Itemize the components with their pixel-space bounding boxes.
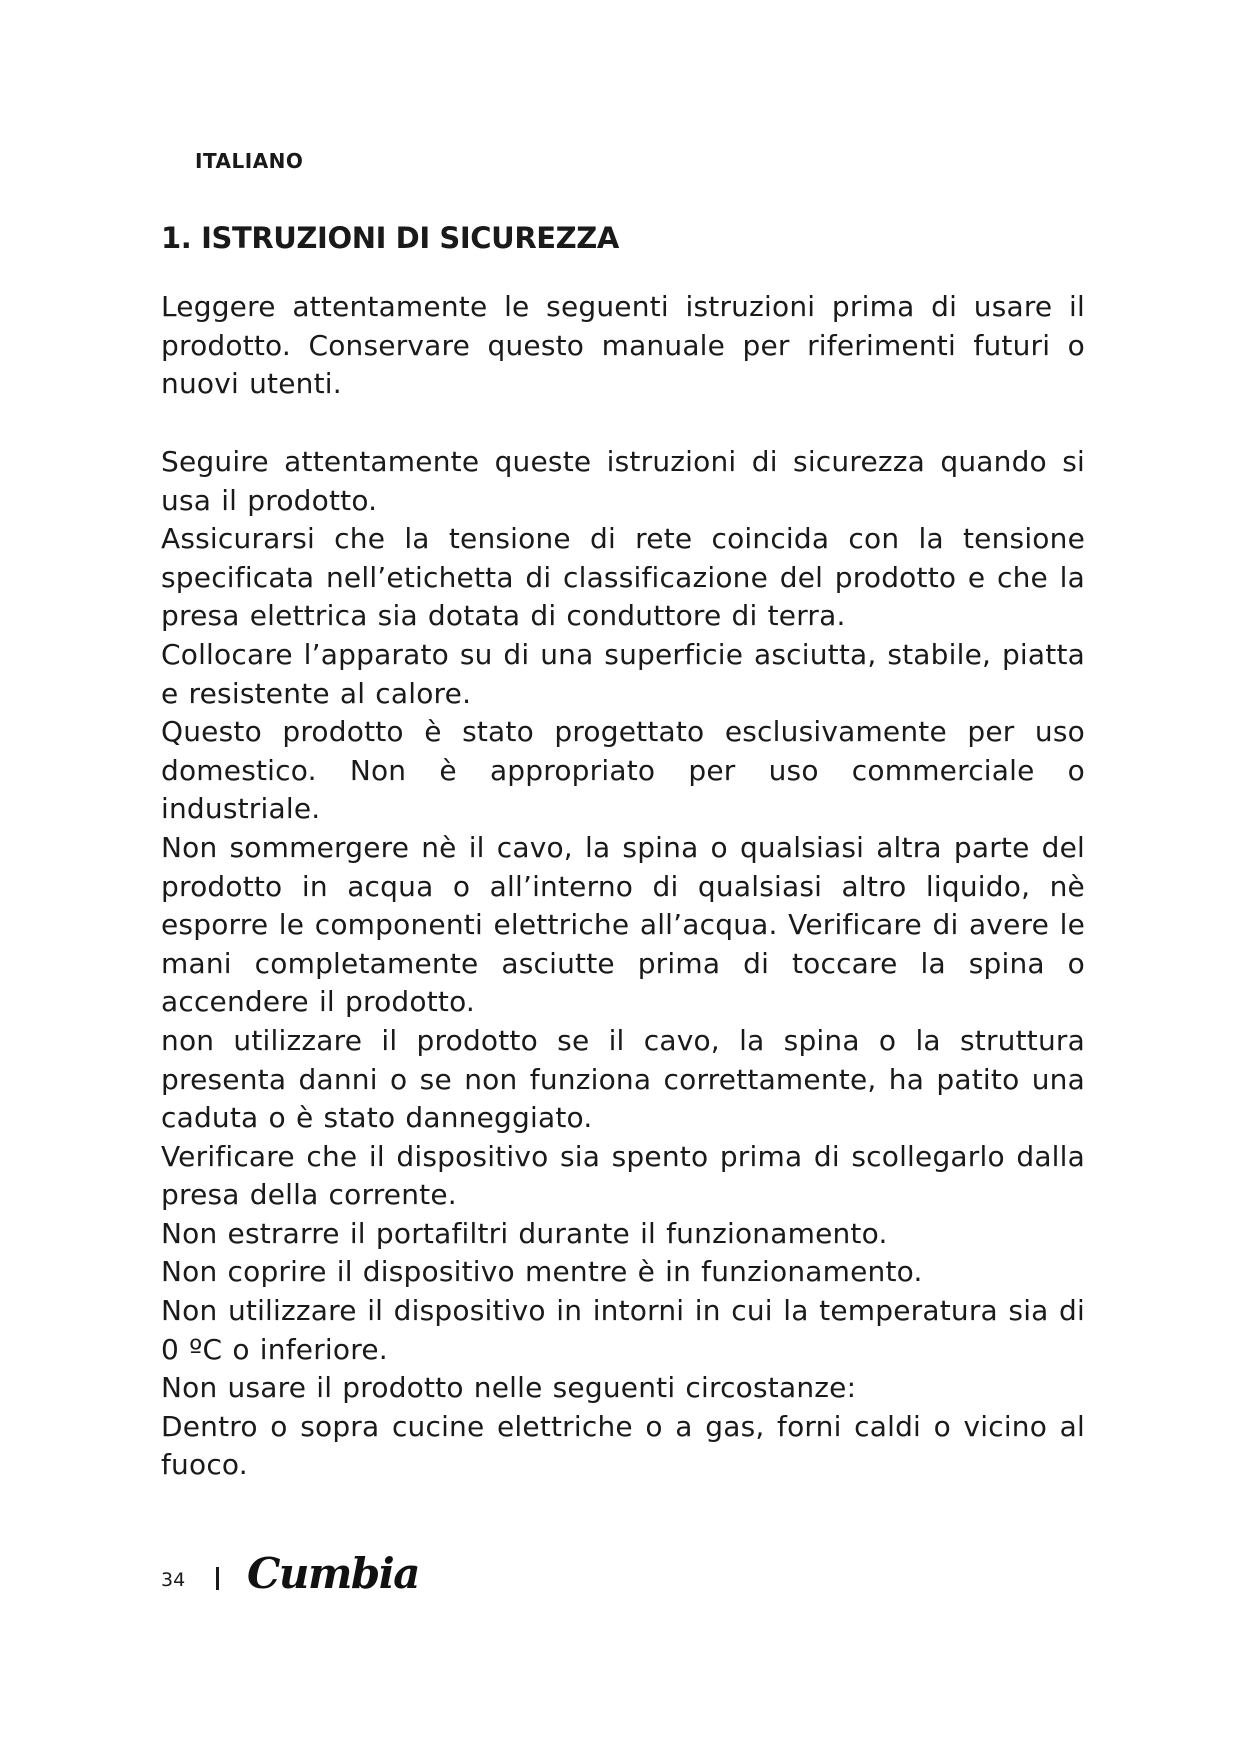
footer-separator [216, 1567, 219, 1590]
instruction-item: Non sommergere nè il cavo, la spina o qualsiasi altra parte del prodotto in acqua o all’interno di qualsiasi altro liquido, nè esporre le componenti elettriche all’acqua. Verificare di avere le mani completamente asciutte prima di toccare la spina o accendere il prodotto. [161, 830, 1085, 1019]
instruction-item: Collocare l’apparato su di una superficie asciutta, stabile, piatta e resistente al calore. [161, 637, 1085, 710]
brand-logo: Cumbia [247, 1549, 419, 1598]
intro-paragraph-block [161, 288, 1085, 404]
section-title: 1. ISTRUZIONI DI SICUREZZA [161, 221, 619, 255]
instruction-item: Non coprire il dispositivo mentre è in funzionamento. [161, 1255, 923, 1289]
language-label: ITALIANO [195, 149, 304, 173]
instruction-item: Non usare il prodotto nelle seguenti circostanze: [161, 1371, 857, 1405]
instruction-item: Verificare che il dispositivo sia spento prima di scollegarlo dalla presa della corrente. [161, 1139, 1085, 1212]
intro-paragraph: Leggere attentamente le seguenti istruzioni prima di usare il prodotto. Conservare questo manuale per riferimenti futuri o nuovi utenti. [161, 290, 1085, 401]
instruction-item: non utilizzare il prodotto se il cavo, la spina o la struttura presenta danni o se non funziona correttamente, ha patito una caduta o è stato danneggiato. [161, 1023, 1085, 1135]
instruction-item: Non utilizzare il dispositivo in intorni in cui la temperatura sia di 0 ºC o inferiore. [161, 1294, 1085, 1366]
instruction-item: Dentro o sopra cucine elettriche o a gas, forni caldi o vicino al fuoco. [161, 1409, 1085, 1482]
instruction-item: Assicurarsi che la tensione di rete coincida con la tensione specificata nell’etichetta di classificazione del prodotto e che la presa elettrica sia dotata di conduttore di terra. [161, 522, 1085, 633]
page-number: 34 [161, 1569, 186, 1591]
instruction-item: Seguire attentamente queste istruzioni di sicurezza quando si usa il prodotto. [161, 445, 1085, 517]
instruction-item: Questo prodotto è stato progettato esclusivamente per uso domestico. Non è appropriato per uso commerciale o industriale. [161, 715, 1085, 826]
instruction-item: Non estrarre il portafiltri durante il funzionamento. [161, 1216, 888, 1250]
page-footer [161, 1549, 561, 1603]
safety-instructions-list [161, 443, 1085, 1485]
